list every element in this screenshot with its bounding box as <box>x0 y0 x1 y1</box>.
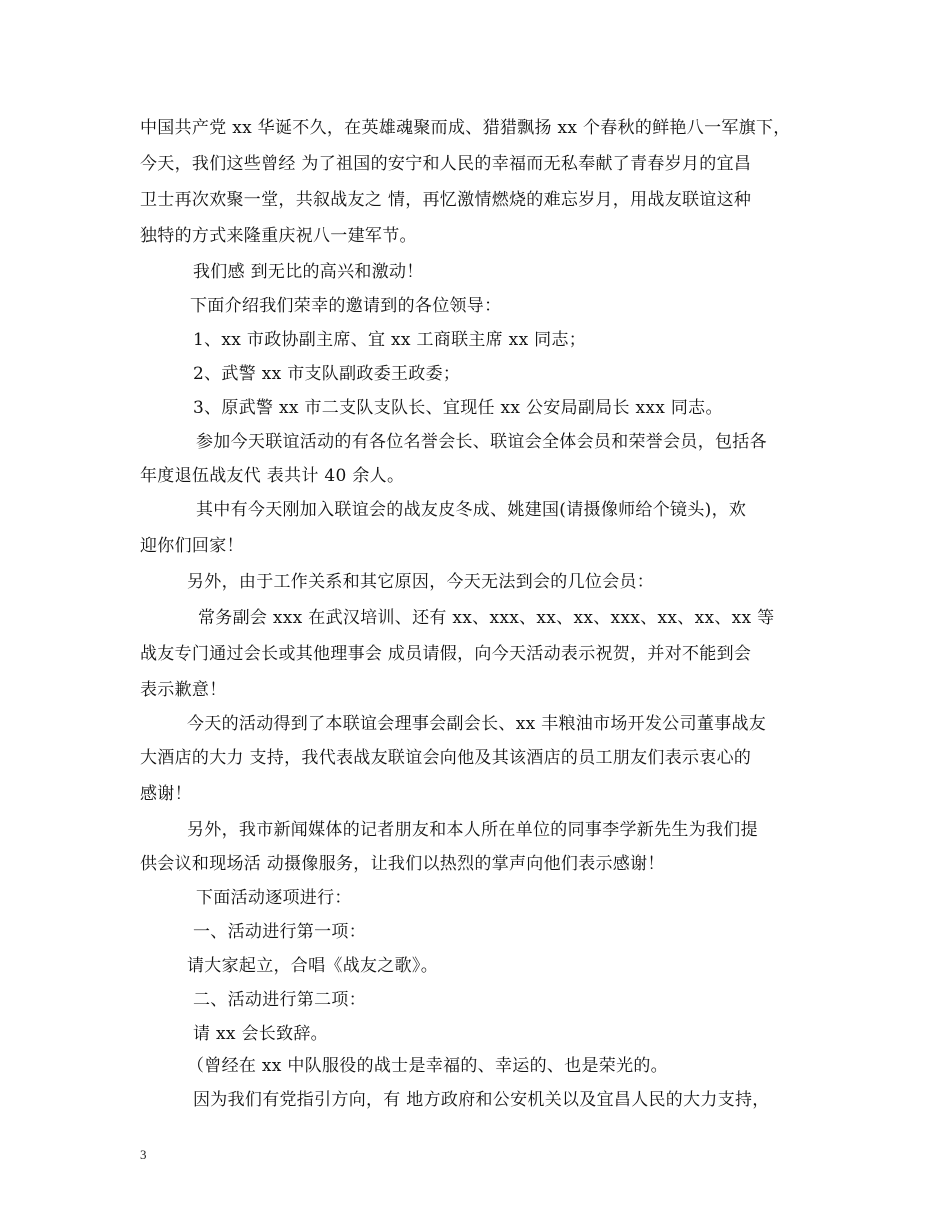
text-line: 感谢！ <box>140 784 192 804</box>
text-line: （曾经在 xx 中队服役的战士是幸福的、幸运的、也是荣光的。 <box>187 1056 668 1076</box>
text-line: 战友专门通过会长或其他理事会 成员请假，向今天活动表示祝贺，并对不能到会 <box>140 644 752 664</box>
text-line: 卫士再次欢聚一堂，共叙战友之 情，再忆激情燃烧的难忘岁月，用战友联谊这种 <box>140 190 752 210</box>
text-line: 今天的活动得到了本联谊会理事会副会长、xx 丰粮油市场开发公司董事战友 <box>187 714 767 734</box>
text-line: 大酒店的大力 支持，我代表战友联谊会向他及其该酒店的员工朋友们表示衷心的 <box>140 748 752 768</box>
text-line: 下面介绍我们荣幸的邀请到的各位领导： <box>190 296 502 316</box>
text-line: 今天，我们这些曾经 为了祖国的安宁和人民的幸福而无私奉献了青春岁月的宜昌 <box>140 154 752 174</box>
text-line: 2、武警 xx 市支队副政委王政委； <box>193 364 461 384</box>
text-line: 独特的方式来隆重庆祝八一建军节。 <box>140 226 417 246</box>
text-line: 中国共产党 xx 华诞不久，在英雄魂聚而成、猎猎飘扬 xx 个春秋的鲜艳八一军旗下， <box>140 118 791 138</box>
text-line: 下面活动逐项进行： <box>196 888 352 908</box>
text-line: 供会议和现场活 动摄像服务，让我们以热烈的掌声向他们表示感谢！ <box>140 854 665 874</box>
text-line: 另外，由于工作关系和其它原因，今天无法到会的几位会员： <box>187 572 655 592</box>
text-line: 参加今天联谊活动的有各位名誉会长、联谊会全体会员和荣誉会员，包括各 <box>196 432 767 452</box>
text-line: 一、活动进行第一项： <box>193 922 366 942</box>
text-line: 常务副会 xxx 在武汉培训、还有 xx、xxx、xx、xx、xxx、xx、xx、xx 等 <box>198 608 775 628</box>
text-line: 我们感 到无比的高兴和激动！ <box>193 262 424 282</box>
text-line: 1、xx 市政协副主席、宜 xx 工商联主席 xx 同志； <box>193 330 587 350</box>
text-line: 表示歉意！ <box>140 680 227 700</box>
text-line: 年度退伍战友代 表共计 40 余人。 <box>140 466 405 486</box>
text-line: 因为我们有党指引方向，有 地方政府和公安机关以及宜昌人民的大力支持， <box>193 1090 770 1110</box>
text-line: 迎你们回家！ <box>140 536 244 556</box>
text-line: 另外，我市新闻媒体的记者朋友和本人所在单位的同事李学新先生为我们提 <box>187 820 758 840</box>
text-line: 请 xx 会长致辞。 <box>193 1024 328 1044</box>
text-line: 3、原武警 xx 市二支队支队长、宜现任 xx 公安局副局长 xxx 同志。 <box>193 398 723 418</box>
text-line: 请大家起立，合唱《战友之歌》。 <box>187 956 438 976</box>
text-line: 二、活动进行第二项： <box>193 990 366 1010</box>
text-line: 其中有今天刚加入联谊会的战友皮冬成、姚建国(请摄像师给个镜头)，欢 <box>196 500 747 520</box>
page-number: 3 <box>140 1147 147 1162</box>
